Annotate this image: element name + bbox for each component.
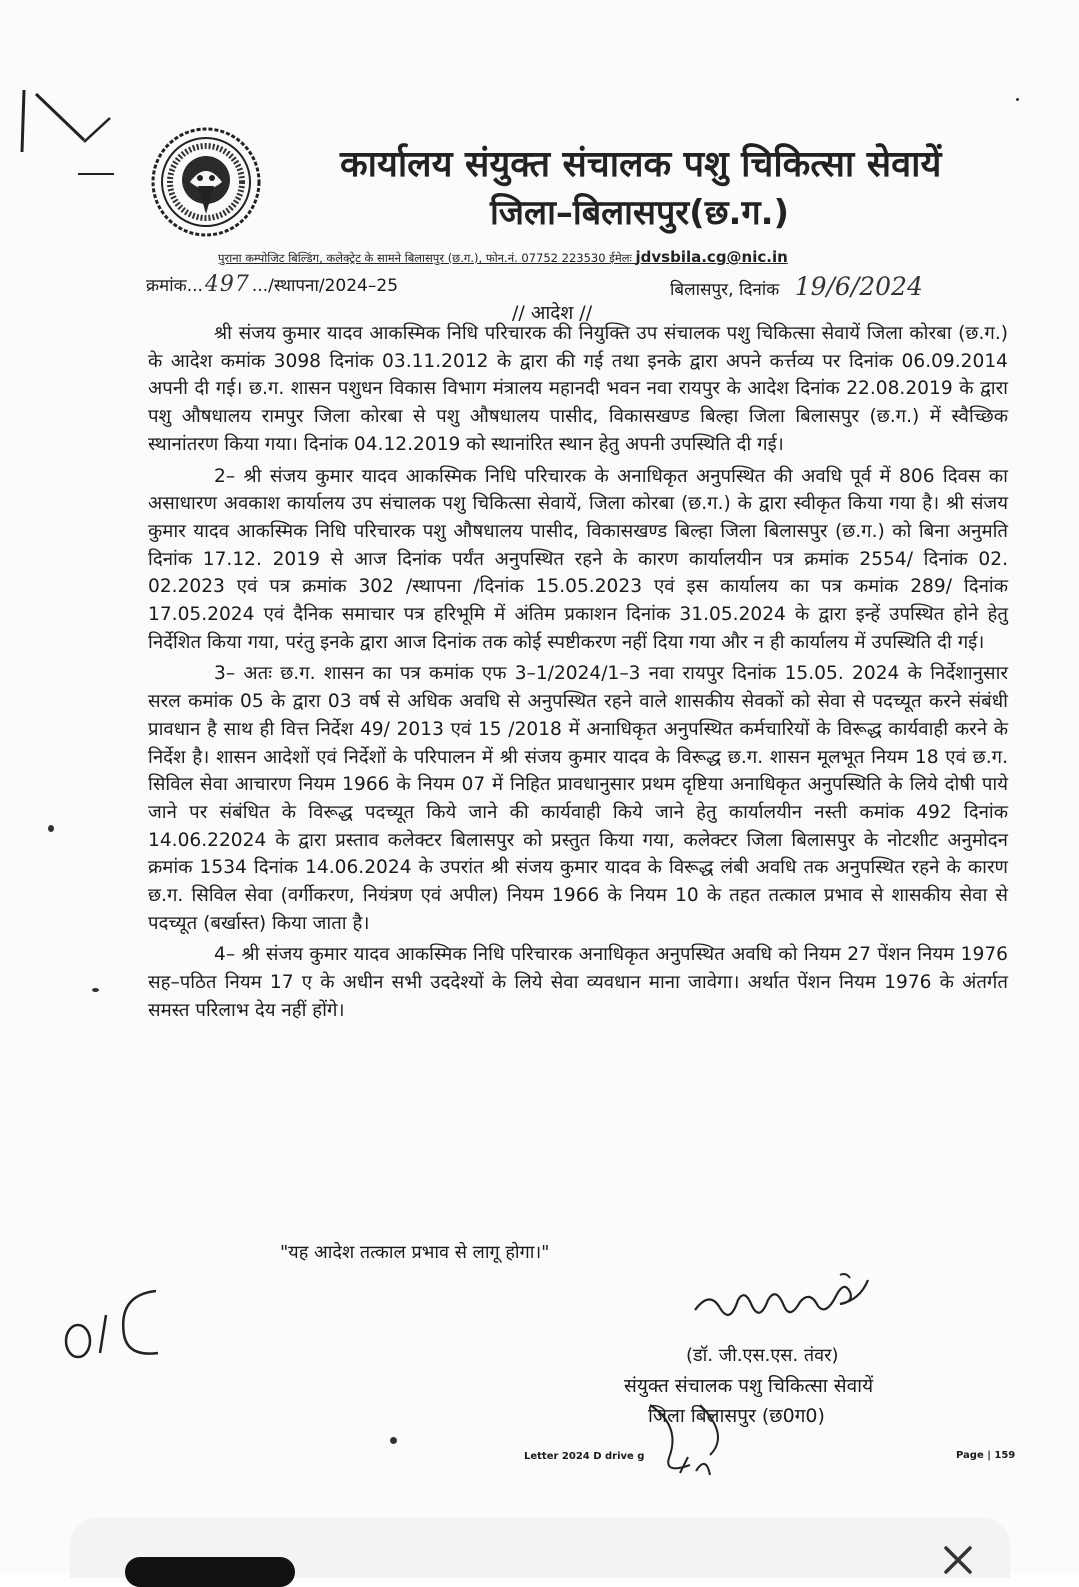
paragraph-2: 2– श्री संजय कुमार यादव आकस्मिक निधि परिचारक के अनाधिकृत अनुपस्थित की अवधि पूर्व में 806 दिवस का असाधारण अवकाश कार्यालय उप संचालक पशु चिकित्सा सेवायें, जिला कोरबा (छ.ग.) के द्वारा स्वीकृत किया गया है। श्री संजय कुमार यादव आकस्मिक निधि परिचारक पशु औषधालय पासीद, विकासखण्ड बिल्हा जिला बिलासपुर (छ.ग.) को बिना अनुमति दिनांक 17.12. 2019 से आज दिनांक पर्यंत अनुपस्थित रहने के कारण कार्यालयीन पत्र क्रमांक 2554/ दिनांक 02. 02.2023 एवं पत्र क्रमांक 302 /स्थापना /दिनांक 15.05.2023 एवं इस कार्यालय का पत्र कमांक 289/ दिनांक 17.05.2024 एवं दैनिक समाचार पत्र हरिभूमि में अंतिम प्रकाशन दिनांक 31.05.2024 के द्वारा इन्हें उपस्थित होने हेतु निर्देशित किया गया, परंतु इनके द्वारा आज दिनांक तक कोई स्पष्टीकरण नहीं दिया गया और न ही कार्यालय में उपस्थिति दी गई। xyxy=(148,465,1008,653)
handwritten-date: 19/6/2024 xyxy=(794,272,923,301)
paragraph-3: 3– अतः छ.ग. शासन का पत्र कमांक एफ 3–1/2024/1–3 नवा रायपुर दिनांक 15.05. 2024 के निर्देशानुसार सरल कमांक 05 के द्वारा 03 वर्ष से अधिक अवधि से अनुपस्थित रहने वाले शासकीय सेवकों को सेवा से पदच्यूत करने संबंधी प्रावधान है साथ ही वित्त निर्देश 49/ 2013 एवं 15 /2018 में अनाधिकृत अनुपस्थित कर्मचारियों के विरूद्ध कार्यवाही करने के निर्देश है। शासन आदेशों एवं निर्देशों के परिपालन में श्री संजय कुमार यादव के विरूद्ध छ.ग. शासन मूलभूत नियम 18 एवं छ.ग. सिविल सेवा आचारण नियम 1966 के नियम 07 में निहित प्रावधानुसार प्रथम दृष्टिया अनाधिकृत अनुपस्थिति के लिये दोषी पाये जाने पर संबंधित के विरूद्ध पदच्यूत किये जाने की कार्यवाही किये जाने हेतु कार्यालयीन नस्ती कमांक 492 दिनांक 14.06.22024 के द्वारा प्रस्ताव कलेक्टर बिलासपुर को प्रस्तुत किया गया, कलेक्टर जिला बिलासपुर के नोटशीट अनुमोदन क्रमांक 1534 दिनांक 14.06.2024 के उपरांत श्री संजय कुमार यादव के विरूद्ध लंबी अवधि तक अनुपस्थित रहने के कारण छ.ग. सिविल सेवा (वर्गीकरण, नियंत्रण एवं अपील) नियम 1966 के नियम 10 के तहत तत्काल प्रभाव से शासकीय सेवा से पदच्यूत (बर्खास्त) किया जाता है। xyxy=(148,663,1008,934)
government-seal-icon xyxy=(150,126,262,238)
close-button[interactable] xyxy=(938,1540,978,1580)
place-date-block xyxy=(670,272,923,301)
office-district: जिला–बिलासपुर(छ.ग.) xyxy=(490,193,790,233)
signature-scribble xyxy=(690,1270,880,1330)
closing-quote: "यह आदेश तत्काल प्रभाव से लागू होगा।" xyxy=(280,1242,550,1263)
reference-number: 497 xyxy=(204,272,250,297)
ink-speck xyxy=(92,988,99,992)
paragraph-4: 4– श्री संजय कुमार यादव आकस्मिक निधि परिचारक अनाधिकृत अनुपस्थित अवधि को नियम 27 पेंशन नियम 1976 सह–पठित नियम 17 ए के अधीन सभी उददेश्यों के लिये सेवा व्यवधान माना जावेगा। अर्थात पेंशन नियम 1976 के अंतर्गत समस्त परिलाभ देय नहीं होंगे। xyxy=(148,944,1008,1021)
signatory-district: जिला बिलासपुर (छ0ग0) xyxy=(648,1405,825,1427)
reference-suffix: /स्थापना/2024–25 xyxy=(268,276,399,296)
reference-prefix: क्रमांक xyxy=(146,276,187,296)
reference-row xyxy=(146,272,1026,302)
dark-pill-button[interactable] xyxy=(125,1557,295,1587)
handwritten-mark-topleft xyxy=(14,82,124,192)
handwritten-initial-date xyxy=(640,1395,760,1485)
signatory-name: (डॉ. जी.एस.एस. तंवर) xyxy=(686,1345,839,1366)
place-date-label: बिलासपुर, दिनांक xyxy=(670,280,780,300)
footer-file-reference: Letter 2024 D drive g xyxy=(524,1451,645,1462)
close-icon xyxy=(938,1540,978,1580)
office-address xyxy=(218,248,938,266)
address-text: पुराना कम्पोजिट बिल्डिंग, कलेक्ट्रेट के सामने बिलासपुर (छ.ग.), फोन.नं. 07752 223530 ईमेलः xyxy=(218,251,632,265)
ink-speck xyxy=(390,1437,397,1444)
ink-speck xyxy=(48,825,54,832)
reference-number-block: क्रमांक...497 .../स्थापना/2024–25 xyxy=(146,272,399,297)
signatory-designation: संयुक्त संचालक पशु चिकित्सा सेवायें xyxy=(624,1375,874,1397)
office-email: jdvsbila.cg@nic.in xyxy=(635,248,788,266)
ink-speck xyxy=(1016,98,1019,101)
order-heading: // आदेश // xyxy=(512,302,593,324)
paragraph-1: श्री संजय कुमार यादव आकस्मिक निधि परिचारक की नियुक्ति उप संचालक पशु चिकित्सा सेवायें जिला कोरबा (छ.ग.) के आदेश कमांक 3098 दिनांक 03.11.2012 के द्वारा की गई तथा इनके द्वारा अपने कर्त्तव्य पर दिनांक 06.09.2014 अपनी दी गई। छ.ग. शासन पशुधन विकास विभाग मंत्रालय महानदी भवन नवा रायपुर के आदेश दिनांक 22.08.2019 के द्वारा पशु औषधालय रामपुर जिला कोरबा से पशु औषधालय पासीद, विकासखण्ड बिल्हा जिला बिलासपुर (छ.ग.) में स्वैच्छिक स्थानांतरण किया गया। दिनांक 04.12.2019 को स्थानांरित स्थान हेतु अपनी उपस्थिति दी गई। xyxy=(148,323,1008,455)
footer-page-number: Page | 159 xyxy=(956,1450,1016,1461)
handwritten-oc-mark xyxy=(58,1275,168,1375)
office-title: कार्यालय संयुक्त संचालक पशु चिकित्सा सेवायें xyxy=(340,144,942,185)
order-body xyxy=(148,320,1008,1029)
